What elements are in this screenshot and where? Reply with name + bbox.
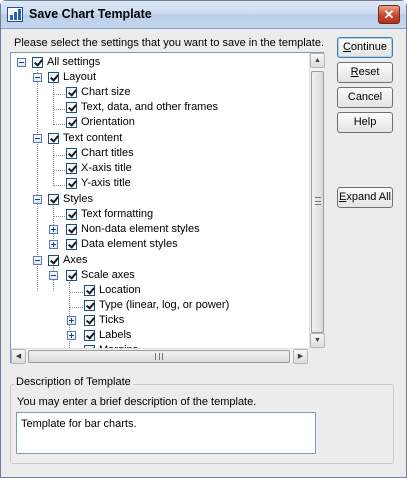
tree-row-labels[interactable] <box>11 328 309 343</box>
reset-label: Reset <box>350 66 380 78</box>
tree-label: All settings <box>47 56 101 68</box>
tree-label: Styles <box>63 193 93 205</box>
expand-icon[interactable] <box>67 316 76 325</box>
window-title: Save Chart Template <box>29 7 152 21</box>
checkbox-text-formatting[interactable] <box>66 209 77 220</box>
cancel-label: Cancel <box>347 91 383 103</box>
collapse-icon[interactable] <box>33 195 42 204</box>
description-textarea[interactable] <box>16 412 316 454</box>
checkbox-labels[interactable] <box>84 330 95 341</box>
tree-label: Chart size <box>81 86 131 98</box>
tree-label: Scale axes <box>81 269 135 281</box>
tree-row-non-data-element-styles[interactable] <box>11 222 309 237</box>
tree-label: Orientation <box>81 116 135 128</box>
tree-row-data-element-styles[interactable] <box>11 237 309 252</box>
checkbox-x-axis-title[interactable] <box>66 163 77 174</box>
tree-viewport <box>11 53 309 348</box>
continue-label: Continue <box>342 41 388 53</box>
tree-label: Text content <box>63 132 123 144</box>
collapse-icon[interactable] <box>33 73 42 82</box>
help-button[interactable] <box>337 112 393 133</box>
help-label: Help <box>353 116 377 128</box>
tree-label: X-axis title <box>81 162 132 174</box>
tree-label: Ticks <box>99 314 125 326</box>
description-group-title: Description of Template <box>16 376 131 388</box>
tree-row-all-settings[interactable] <box>11 55 309 70</box>
tree-row-x-axis-title[interactable] <box>11 161 309 176</box>
tree-label: Y-axis title <box>81 177 131 189</box>
collapse-icon[interactable] <box>49 271 58 280</box>
expand-all-button[interactable] <box>337 187 393 208</box>
chart-app-icon <box>7 7 23 22</box>
collapse-icon[interactable] <box>17 58 26 67</box>
tree-row-text-data-frames[interactable] <box>11 100 309 115</box>
checkbox-scale-axes[interactable] <box>66 270 77 281</box>
checkbox-ticks[interactable] <box>84 315 95 326</box>
checkbox-text-data-frames[interactable] <box>66 102 77 113</box>
scroll-down-icon[interactable]: ▼ <box>310 333 325 348</box>
tree-row-chart-size[interactable] <box>11 85 309 100</box>
checkbox-text-content[interactable] <box>48 133 59 144</box>
tree-row-styles[interactable] <box>11 192 309 207</box>
expand-all-label: Expand All <box>339 191 391 203</box>
instruction-text: Please select the settings that you want to save in the template. <box>14 37 325 49</box>
checkbox-non-data-element-styles[interactable] <box>66 224 77 235</box>
vertical-scrollbar[interactable] <box>309 53 324 348</box>
tree-row-location[interactable] <box>11 283 309 298</box>
tree-label: Location <box>99 284 141 296</box>
checkbox-layout[interactable] <box>48 72 59 83</box>
vertical-scroll-thumb[interactable] <box>311 71 324 333</box>
tree-label: Text, data, and other frames <box>81 101 218 113</box>
checkbox-chart-titles[interactable] <box>66 148 77 159</box>
checkbox-axes[interactable] <box>48 255 59 266</box>
cancel-button[interactable] <box>337 87 393 108</box>
expand-icon[interactable] <box>49 240 58 249</box>
horizontal-scrollbar[interactable] <box>11 348 309 363</box>
tree-row-chart-titles[interactable] <box>11 146 309 161</box>
tree-label: Data element styles <box>81 238 178 250</box>
title-bar <box>1 1 406 29</box>
tree-row-y-axis-title[interactable] <box>11 176 309 191</box>
checkbox-chart-size[interactable] <box>66 87 77 98</box>
tree-label: Axes <box>63 254 88 266</box>
collapse-icon[interactable] <box>33 134 42 143</box>
tree-label: Type (linear, log, or power) <box>99 299 230 311</box>
close-button[interactable] <box>378 5 400 24</box>
checkbox-data-element-styles[interactable] <box>66 239 77 250</box>
collapse-icon[interactable] <box>33 256 42 265</box>
scroll-right-icon[interactable]: ▶ <box>293 349 308 364</box>
expand-icon[interactable] <box>67 331 76 340</box>
tree-label: Non-data element styles <box>81 223 200 235</box>
expand-icon[interactable] <box>49 225 58 234</box>
tree-label: Text formatting <box>81 208 154 220</box>
tree-row-text-formatting[interactable] <box>11 207 309 222</box>
checkbox-y-axis-title[interactable] <box>66 178 77 189</box>
checkbox-scale-type[interactable] <box>84 300 95 311</box>
tree-row-orientation[interactable] <box>11 115 309 130</box>
close-icon: ✕ <box>383 7 395 22</box>
tree-row-scale-type[interactable] <box>11 298 309 313</box>
description-hint: You may enter a brief description of the template. <box>17 396 257 408</box>
tree-row-scale-axes[interactable] <box>11 268 309 283</box>
continue-button[interactable] <box>337 37 393 58</box>
checkbox-orientation[interactable] <box>66 117 77 128</box>
tree-label: Chart titles <box>81 147 134 159</box>
checkbox-all-settings[interactable] <box>32 57 43 68</box>
tree-row-axes[interactable] <box>11 253 309 268</box>
settings-tree[interactable] <box>10 52 324 363</box>
checkbox-styles[interactable] <box>48 194 59 205</box>
tree-row-layout[interactable] <box>11 70 309 85</box>
scroll-up-icon[interactable]: ▲ <box>310 53 325 68</box>
scroll-left-icon[interactable]: ◀ <box>11 349 26 364</box>
tree-row-ticks[interactable] <box>11 313 309 328</box>
tree-label: Labels <box>99 329 132 341</box>
tree-label: Layout <box>63 71 97 83</box>
reset-button[interactable] <box>337 62 393 83</box>
horizontal-scroll-thumb[interactable] <box>28 350 290 363</box>
tree-row-text-content[interactable] <box>11 131 309 146</box>
checkbox-location[interactable] <box>84 285 95 296</box>
scroll-corner <box>309 348 324 363</box>
